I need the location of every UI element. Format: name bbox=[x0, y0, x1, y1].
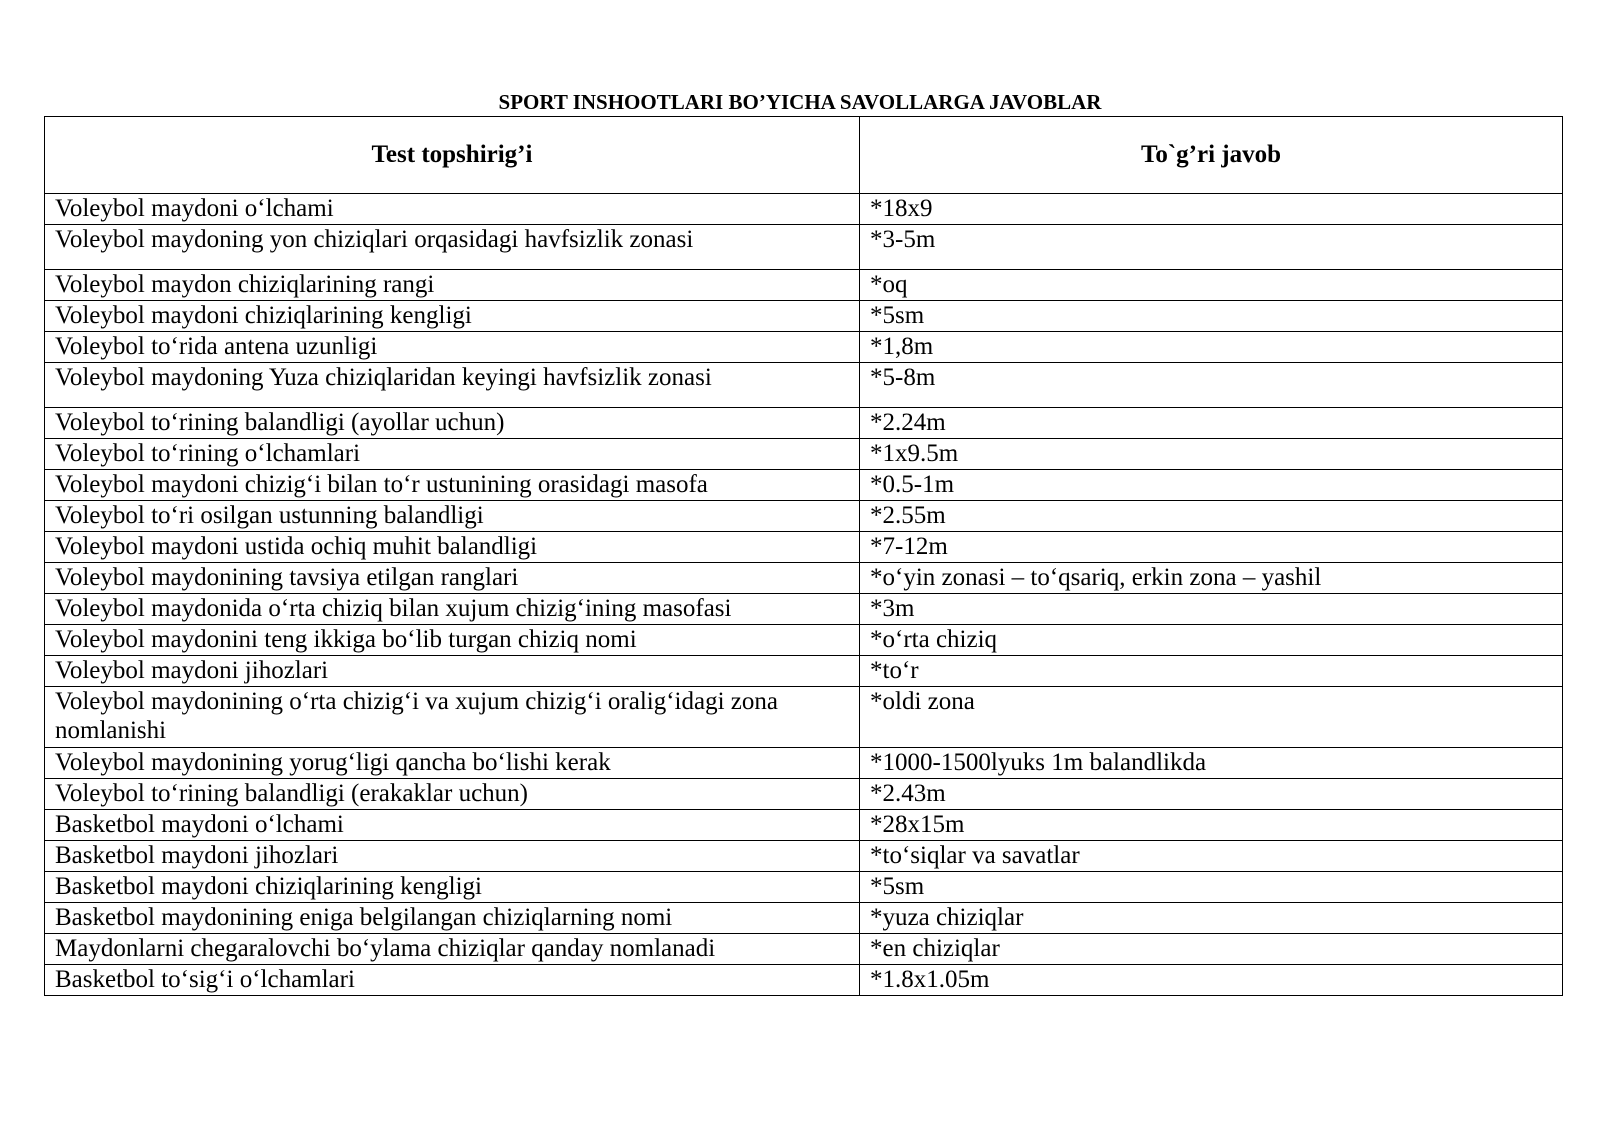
column-header-answer: To`g’ri javob bbox=[860, 117, 1563, 194]
answer-cell: *en chiziqlar bbox=[860, 934, 1563, 965]
table-row bbox=[45, 532, 1563, 563]
question-cell: Basketbol maydoni chiziqlarining kengligi bbox=[45, 872, 860, 903]
answer-cell: *1,8m bbox=[860, 332, 1563, 363]
question-cell: Voleybol to‘ri osilgan ustunning balandligi bbox=[45, 501, 860, 532]
table-row bbox=[45, 470, 1563, 501]
document-title: SPORT INSHOOTLARI BO’YICHA SAVOLLARGA JAVOBLAR bbox=[498, 90, 1102, 114]
answer-cell: *to‘siqlar va savatlar bbox=[860, 841, 1563, 872]
question-cell: Voleybol maydon chiziqlarining rangi bbox=[45, 270, 860, 301]
question-cell: Voleybol maydoni jihozlari bbox=[45, 656, 860, 687]
answer-cell: *1000-1500lyuks 1m balandlikda bbox=[860, 748, 1563, 779]
answer-cell: *18x9 bbox=[860, 194, 1563, 225]
question-cell: Voleybol to‘rida antena uzunligi bbox=[45, 332, 860, 363]
question-cell: Voleybol maydonining yorug‘ligi qancha bo‘lishi kerak bbox=[45, 748, 860, 779]
table-row bbox=[45, 687, 1563, 748]
question-cell: Voleybol maydonining o‘rta chizig‘i va xujum chizig‘i oralig‘idagi zona nomlanishi bbox=[45, 687, 860, 748]
table-row bbox=[45, 934, 1563, 965]
table-row bbox=[45, 194, 1563, 225]
question-cell: Voleybol to‘rining o‘lchamlari bbox=[45, 439, 860, 470]
answer-cell: *5sm bbox=[860, 872, 1563, 903]
answer-cell: *o‘rta chiziq bbox=[860, 625, 1563, 656]
table-row bbox=[45, 965, 1563, 996]
question-cell: Voleybol maydoning yon chiziqlari orqasidagi havfsizlik zonasi bbox=[45, 225, 860, 270]
answer-cell: *yuza chiziqlar bbox=[860, 903, 1563, 934]
table-row bbox=[45, 872, 1563, 903]
question-cell: Voleybol maydoni chiziqlarining kengligi bbox=[45, 301, 860, 332]
table-row bbox=[45, 439, 1563, 470]
table-row bbox=[45, 748, 1563, 779]
table-row bbox=[45, 363, 1563, 408]
table-row bbox=[45, 408, 1563, 439]
table-row bbox=[45, 594, 1563, 625]
answer-cell: *o‘yin zonasi – to‘qsariq, erkin zona – yashil bbox=[860, 563, 1563, 594]
answer-cell: *oldi zona bbox=[860, 687, 1563, 748]
table-row bbox=[45, 225, 1563, 270]
table-header-row bbox=[45, 117, 1563, 194]
question-cell: Basketbol to‘sig‘i o‘lchamlari bbox=[45, 965, 860, 996]
table-row bbox=[45, 810, 1563, 841]
answer-cell: *5sm bbox=[860, 301, 1563, 332]
answer-cell: *5-8m bbox=[860, 363, 1563, 408]
answer-cell: *0.5-1m bbox=[860, 470, 1563, 501]
table-row bbox=[45, 563, 1563, 594]
answer-cell: *2.24m bbox=[860, 408, 1563, 439]
question-cell: Voleybol maydonini teng ikkiga bo‘lib turgan chiziq nomi bbox=[45, 625, 860, 656]
table-row bbox=[45, 332, 1563, 363]
answer-cell: *1.8x1.05m bbox=[860, 965, 1563, 996]
answer-cell: *3m bbox=[860, 594, 1563, 625]
answer-cell: *3-5m bbox=[860, 225, 1563, 270]
question-cell: Voleybol maydonining tavsiya etilgan ranglari bbox=[45, 563, 860, 594]
question-cell: Maydonlarni chegaralovchi bo‘ylama chiziqlar qanday nomlanadi bbox=[45, 934, 860, 965]
question-cell: Basketbol maydoni o‘lchami bbox=[45, 810, 860, 841]
table-row bbox=[45, 656, 1563, 687]
question-cell: Basketbol maydonining eniga belgilangan chiziqlarning nomi bbox=[45, 903, 860, 934]
answer-cell: *1x9.5m bbox=[860, 439, 1563, 470]
table-row bbox=[45, 270, 1563, 301]
question-cell: Voleybol maydonida o‘rta chiziq bilan xujum chizig‘ining masofasi bbox=[45, 594, 860, 625]
table-row bbox=[45, 501, 1563, 532]
table-row bbox=[45, 841, 1563, 872]
answer-cell: *to‘r bbox=[860, 656, 1563, 687]
answer-cell: *2.55m bbox=[860, 501, 1563, 532]
question-cell: Voleybol maydoni ustida ochiq muhit balandligi bbox=[45, 532, 860, 563]
table-row bbox=[45, 625, 1563, 656]
table-row bbox=[45, 301, 1563, 332]
answer-cell: *2.43m bbox=[860, 779, 1563, 810]
question-cell: Voleybol maydoni chizig‘i bilan to‘r ustunining orasidagi masofa bbox=[45, 470, 860, 501]
answer-cell: *oq bbox=[860, 270, 1563, 301]
question-cell: Voleybol maydoni o‘lchami bbox=[45, 194, 860, 225]
question-cell: Voleybol to‘rining balandligi (ayollar uchun) bbox=[45, 408, 860, 439]
answers-table bbox=[44, 116, 1563, 996]
table-row bbox=[45, 779, 1563, 810]
question-cell: Basketbol maydoni jihozlari bbox=[45, 841, 860, 872]
answer-cell: *7-12m bbox=[860, 532, 1563, 563]
table-row bbox=[45, 903, 1563, 934]
question-cell: Voleybol maydoning Yuza chiziqlaridan keyingi havfsizlik zonasi bbox=[45, 363, 860, 408]
column-header-question: Test topshirig’i bbox=[45, 117, 860, 194]
question-cell: Voleybol to‘rining balandligi (erakaklar uchun) bbox=[45, 779, 860, 810]
answer-cell: *28x15m bbox=[860, 810, 1563, 841]
